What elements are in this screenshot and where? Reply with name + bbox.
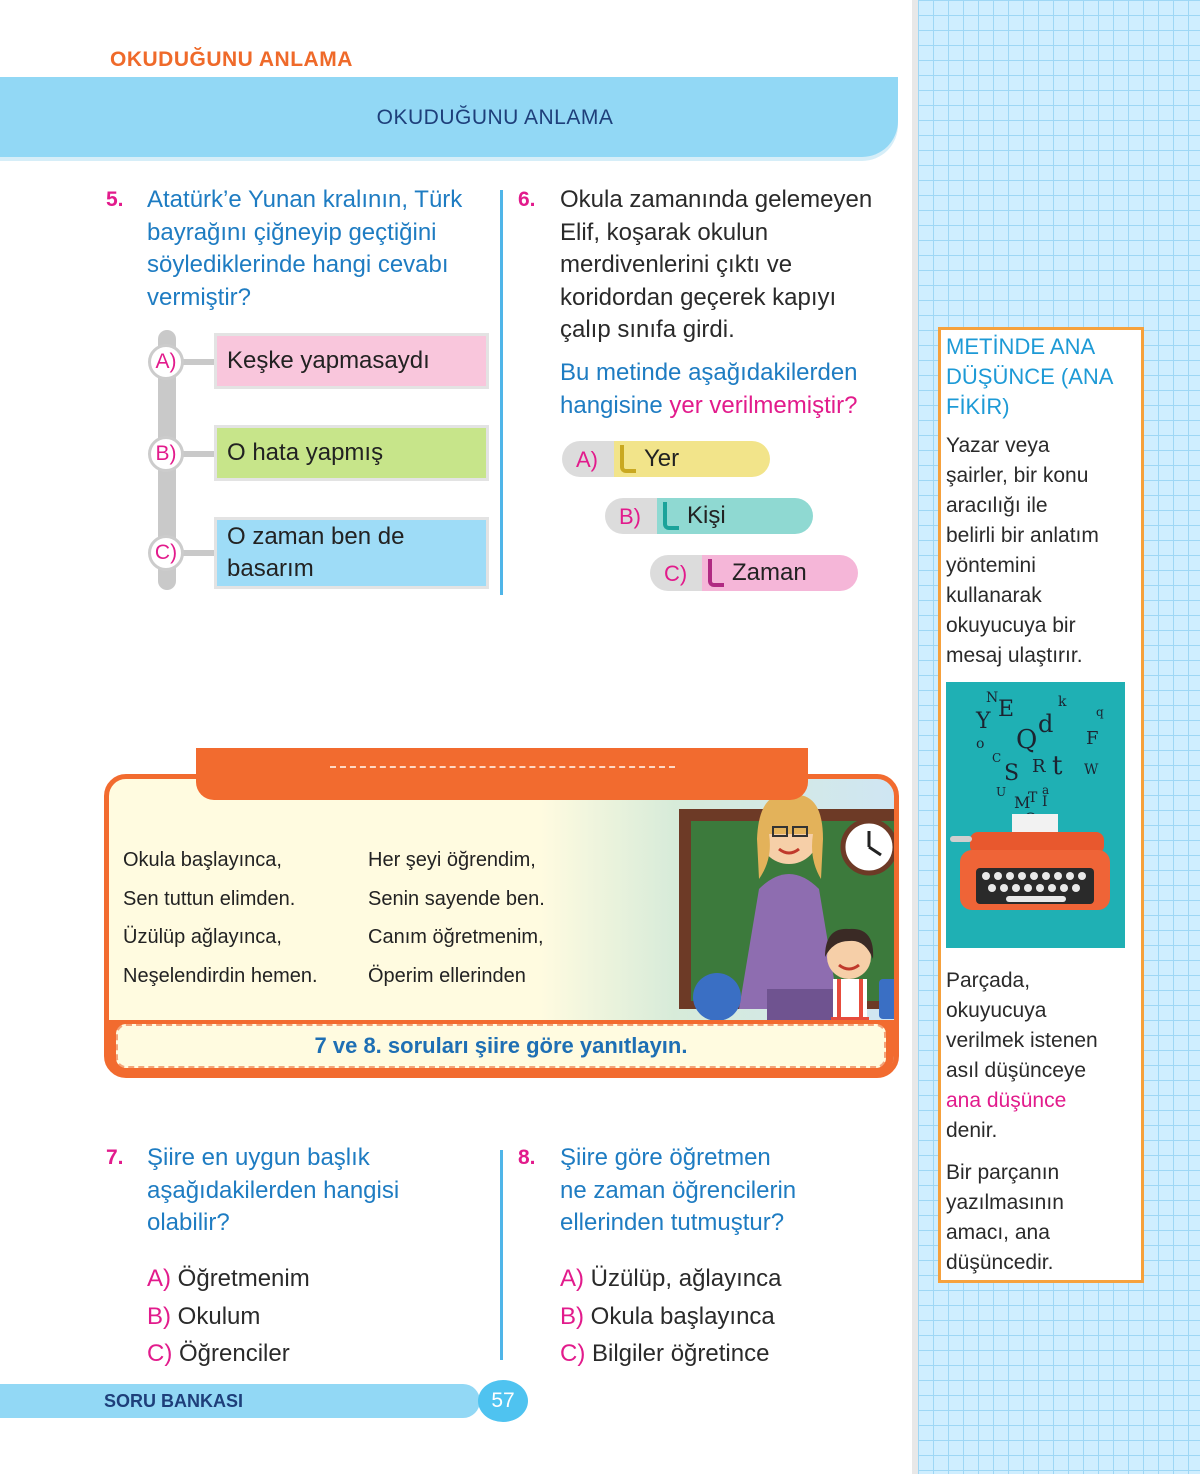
typewriter-letter: q <box>1096 705 1104 719</box>
info-paragraph-1: Yazar veya şairler, bir konu aracılığı ile belirli bir anlatım yöntemini kullanarak okuyucuya bir mesaj ulaştırır. <box>946 434 1099 667</box>
q6-option-a[interactable]: A) Yer <box>562 441 770 477</box>
footer-label: SORU BANKASI <box>104 1391 244 1411</box>
typewriter-letter: S <box>1004 761 1020 786</box>
q5-option-b-letter[interactable]: B) <box>148 436 184 472</box>
typewriter-letter: C <box>992 751 1002 765</box>
typewriter-letter: o <box>976 736 985 752</box>
q5-option-c-letter[interactable]: C) <box>148 535 184 571</box>
question-5-text: Atatürk’e Yunan kralının, Türk bayrağını çiğneyip geçtiğini söylediklerinde hangi cevabı vermiştir? <box>147 186 463 311</box>
question-8-number: 8. <box>518 1146 536 1169</box>
question-7-text: Şiire en uygun başlık aşağıdakilerden hangisi olabilir? <box>147 1144 400 1236</box>
poem-stanza-1: Okula başlayınca, Sen tuttun elimden. Üzülüp ağlayınca, Neşelendirdin hemen. <box>123 849 318 987</box>
question-7-number: 7. <box>106 1146 124 1169</box>
q7-option-b[interactable]: B) Okulum <box>147 1302 261 1330</box>
typewriter-letter: U <box>996 785 1007 799</box>
page-number: 57 <box>478 1380 528 1422</box>
column-divider <box>500 1150 503 1360</box>
typewriter-letter: Q <box>1016 725 1038 755</box>
typewriter-letter: t <box>1052 751 1063 781</box>
question-5-number: 5. <box>106 188 124 211</box>
typewriter-letter: I <box>1042 794 1048 810</box>
highlight-term: ana düşünce <box>946 1089 1067 1112</box>
q5-option-c[interactable] <box>214 517 489 589</box>
option-connector <box>180 550 216 556</box>
q5-option-a[interactable]: Keşke yapmasaydı <box>214 333 489 389</box>
info-box-heading: METİNDE ANA DÜŞÜNCE (ANA FİKİR) <box>946 334 1114 419</box>
question-6-number: 6. <box>518 188 536 211</box>
info-paragraph-2: Parçada, okuyucuya verilmek istenen asıl düşünceye ana düşünce denir. <box>946 966 1132 1146</box>
banner-title: OKUDUĞUNU ANLAMA <box>376 106 614 129</box>
typewriter-letter: d <box>1038 710 1054 738</box>
poem-header-dashes <box>330 766 675 768</box>
typewriter-letter: Y <box>976 709 991 734</box>
typewriter-letter: W <box>1084 762 1099 778</box>
typewriter-letter: N <box>986 690 999 706</box>
q8-options <box>560 1260 781 1373</box>
option-connector <box>180 359 216 365</box>
q5-option-b[interactable]: O hata yapmış <box>214 425 489 481</box>
info-paragraph-3: Bir parçanın yazılmasının amacı, ana düşüncedir. <box>946 1161 1064 1274</box>
q6-option-c[interactable]: C) Zaman <box>650 555 858 591</box>
typewriter-illustration <box>946 682 1125 948</box>
tab-marker <box>708 559 724 587</box>
typewriter-letter: T <box>1028 790 1038 806</box>
typewriter-letter: E <box>998 697 1015 722</box>
typewriter-letter: F <box>1086 728 1099 749</box>
top-section-title: OKUDUĞUNU ANLAMA <box>110 48 353 71</box>
poem-stanza-2: Her şeyi öğrendim, Senin sayende ben. Canım öğretmenim, Öperim ellerinden <box>368 849 545 987</box>
typewriter-letter: k <box>1058 694 1067 710</box>
tab-marker <box>620 445 636 473</box>
q8-option-c[interactable]: C) Bilgiler öğretince <box>560 1340 770 1367</box>
q7-option-a[interactable]: A) Öğretmenim <box>147 1265 310 1292</box>
typewriter-letter: R <box>1032 756 1046 777</box>
q8-option-a[interactable]: A) Üzülüp, ağlayınca <box>560 1265 782 1292</box>
column-divider <box>500 190 503 595</box>
instruction-text: 7 ve 8. soruları şiire göre yanıtlayın. <box>116 1024 886 1068</box>
q6-option-b[interactable]: B) Kişi <box>605 498 813 534</box>
q5-option-c-text: O zaman ben de basarım <box>227 523 405 582</box>
poem-header-tab <box>196 748 808 800</box>
typewriter-letter: a <box>1042 783 1050 797</box>
typewriter-letter: M <box>1014 793 1031 812</box>
question-6-passage: Okula zamanında gelemeyen Elif, koşarak okulun merdivenlerini çıktı ve koridordan geçerek kapıyı çalıp sınıfa girdi. <box>560 186 873 343</box>
option-connector <box>180 451 216 457</box>
q5-option-a-letter[interactable]: A) <box>148 344 184 380</box>
q8-option-b[interactable]: B) Okula başlayınca <box>560 1302 775 1330</box>
question-6-text: Bu metinde aşağıdakilerden hangisine yer verilmemiştir? <box>560 359 858 419</box>
tab-marker <box>663 502 679 530</box>
q7-option-c[interactable]: C) Öğrenciler <box>147 1340 290 1367</box>
question-8-text: Şiire göre öğretmen ne zaman öğrencilerin ellerinden tutmuştur? <box>560 1144 797 1236</box>
q7-options <box>147 1260 310 1373</box>
